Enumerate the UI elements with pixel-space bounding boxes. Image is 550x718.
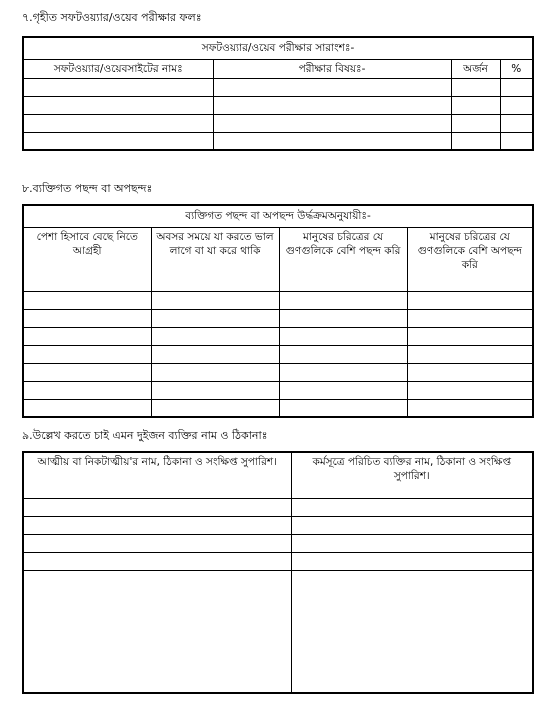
table-cell[interactable] [407, 381, 533, 399]
table-cell[interactable] [451, 114, 500, 132]
table-row [23, 498, 533, 516]
table-row [23, 534, 533, 552]
column-header-test-subject: পরীক্ষার বিষয়ঃ- [213, 59, 451, 78]
table-cell[interactable] [279, 363, 407, 381]
table-cell[interactable] [279, 345, 407, 363]
table-row [23, 570, 533, 693]
table-cell[interactable] [451, 96, 500, 114]
table-cell[interactable] [451, 78, 500, 96]
column-header-achievement: অর্জন [451, 59, 500, 78]
table-cell[interactable] [23, 132, 213, 150]
table-cell[interactable] [151, 327, 279, 345]
table-cell[interactable] [151, 309, 279, 327]
table-cell[interactable] [23, 570, 291, 693]
section-7-heading: ৭.গৃহীত সফটওয়্যার/ওয়েব পরীক্ষার ফলঃ [22, 11, 202, 24]
table-cell[interactable] [23, 309, 151, 327]
table-cell[interactable] [213, 132, 451, 150]
column-header-software-name: সফটওয়্যার/ওয়েবসাইটের নামঃ [23, 59, 213, 78]
references-table [22, 451, 534, 694]
table-cell[interactable] [407, 327, 533, 345]
table-cell[interactable] [407, 291, 533, 309]
table-row [23, 132, 533, 150]
table-row [23, 96, 533, 114]
column-header-preferred-profession: পেশা হিসাবে বেছে নিতে আগ্রহী [23, 227, 151, 291]
table-cell[interactable] [291, 552, 533, 570]
table-cell[interactable] [291, 498, 533, 516]
table-row [23, 114, 533, 132]
table-cell[interactable] [23, 291, 151, 309]
table-cell[interactable] [151, 291, 279, 309]
table-cell[interactable] [291, 516, 533, 534]
table-cell[interactable] [213, 78, 451, 96]
table-cell[interactable] [279, 291, 407, 309]
table-cell[interactable] [407, 363, 533, 381]
column-header-relative-reference: আত্মীয় বা নিকটাত্মীয়'র নাম, ঠিকানা ও সংক্ষিপ্ত সুপারিশ। [23, 452, 291, 498]
table-cell[interactable] [407, 399, 533, 417]
table-cell[interactable] [279, 309, 407, 327]
table-cell[interactable] [23, 498, 291, 516]
software-test-table-title: সফটওয়্যার/ওয়েব পরীক্ষার সারাংশঃ- [23, 37, 533, 59]
table-row [23, 291, 533, 309]
table-cell[interactable] [500, 132, 533, 150]
table-cell[interactable] [279, 327, 407, 345]
table-cell[interactable] [213, 96, 451, 114]
personal-preferences-table-title: ব্যক্তিগত পছন্দ বা অপছন্দ উর্দ্ধক্রমঅনুযায়ীঃ- [23, 205, 533, 227]
table-cell[interactable] [407, 345, 533, 363]
column-header-work-reference: কর্মসূত্রে পরিচিত ব্যক্তির নাম, ঠিকানা ও সংক্ষিপ্ত সুপারিশ। [291, 452, 533, 498]
table-row [23, 552, 533, 570]
table-cell[interactable] [279, 399, 407, 417]
table-row [23, 327, 533, 345]
table-row [23, 78, 533, 96]
table-row [23, 345, 533, 363]
table-cell[interactable] [500, 78, 533, 96]
table-cell[interactable] [451, 132, 500, 150]
table-cell[interactable] [279, 381, 407, 399]
table-cell[interactable] [23, 552, 291, 570]
table-cell[interactable] [213, 114, 451, 132]
section-8-heading: ৮.ব্যক্তিগত পছন্দ বা অপছন্দঃ [22, 182, 153, 195]
table-cell[interactable] [291, 570, 533, 693]
table-cell[interactable] [23, 78, 213, 96]
table-cell[interactable] [23, 534, 291, 552]
table-row [23, 399, 533, 417]
table-cell[interactable] [23, 114, 213, 132]
column-header-percent: % [500, 59, 533, 78]
table-cell[interactable] [291, 534, 533, 552]
table-row [23, 363, 533, 381]
table-row [23, 309, 533, 327]
table-cell[interactable] [500, 114, 533, 132]
software-test-table [22, 36, 534, 151]
column-header-liked-qualities: মানুষের চরিত্রের যে গুণগুলিকে বেশি পছন্দ করি [279, 227, 407, 291]
table-cell[interactable] [23, 363, 151, 381]
table-row [23, 516, 533, 534]
column-header-disliked-qualities: মানুষের চরিত্রের যে গুণগুলিকে বেশি অপছন্দ করি [407, 227, 533, 291]
table-cell[interactable] [23, 399, 151, 417]
table-cell[interactable] [23, 327, 151, 345]
table-cell[interactable] [23, 516, 291, 534]
table-cell[interactable] [23, 381, 151, 399]
table-cell[interactable] [151, 345, 279, 363]
personal-preferences-table [22, 204, 534, 418]
table-cell[interactable] [151, 399, 279, 417]
column-header-leisure-activities: অবসর সময়ে যা করতে ভাল লাগে বা যা করে থাকি [151, 227, 279, 291]
table-cell[interactable] [23, 96, 213, 114]
section-9-heading: ৯.উল্লেখ করতে চাই এমন দুইজন ব্যক্তির নাম ও ঠিকানাঃ [22, 429, 268, 442]
table-row [23, 381, 533, 399]
table-cell[interactable] [407, 309, 533, 327]
table-cell[interactable] [151, 363, 279, 381]
table-cell[interactable] [500, 96, 533, 114]
table-cell[interactable] [151, 381, 279, 399]
table-cell[interactable] [23, 345, 151, 363]
